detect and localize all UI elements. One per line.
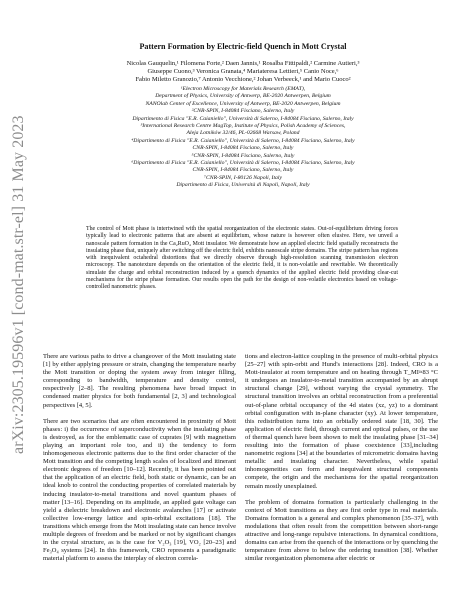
author-line: Giuseppe Cuono,³ Veronica Granata,⁴ Mariateresa Lettieri,⁵ Canio Noce,⁶ [147, 68, 339, 76]
affiliation-line: CNR-SPIN, I-84084 Fisciano, Salerno, Italy [192, 145, 294, 152]
affiliation-line: Dipartimento di Fisica "E.R. Caianiello", Università di Salerno, I-84084 Fisciano, Salerno, Italy [132, 115, 354, 122]
affiliation-line: ⁶Dipartimento di Fisica "E.R. Caianiello", Università di Salerno, I-84084 Fisciano, Salerno, Italy [131, 160, 355, 167]
body-paragraph: The problem of domains formation is particularly challenging in the context of Mott transitions as they are first order type in real materials. Domains formation is a general and complex phenomenon [35–37], with modulations that often result from the competition between short-range attractive and long-range repulsive interactions. In dynamical conditions, domains can arise from the quench of the interactions or by quenching the temperature from above to below the ordering transition [38]. Whether similar reorganization phenomena after electric or [245, 498, 438, 563]
affiliation-line: ¹Electron Microscopy for Materials Research (EMAT), [180, 86, 306, 92]
affiliation-line: Department of Physics, University of Antwerp, BE-2020 Antwerpen, Belgium [155, 93, 331, 100]
paper-title: Pattern Formation by Electric-field Quench in Mott Crystal [139, 42, 347, 51]
author-line: Fabio Miletto Granozio,⁷ Antonio Vecchione,² Johan Verbeeck,¹ and Mario Cuoco² [135, 76, 351, 84]
affiliation-line: ³International Research Centre MagTop, Institute of Physics, Polish Academy of Sciences, [140, 123, 346, 130]
author-line: Nicolas Gauquelin,¹ Filomena Forte,² Daen Jannis,¹ Rosalba Fittipaldi,² Carmine Autieri,³ [126, 60, 360, 67]
affiliation-line: ⁷CNR-SPIN, I-80126 Napoli, Italy [204, 174, 282, 181]
abstract-text: The control of Mott phase is intertwined with the spatial reorganization of the electronic states. Out-of-equilibrium driving forces typically lead to electronic patterns that are absent at equilibrium, whose nature is however often elusive. Here, we unveil a nanoscale pattern formation in the Ca₂RuO₄ Mott insulator. We demonstrate how an applied electric field spatially reconstructs the insulating phase that, uniquely after switching off the electric field, exhibits nanoscale stripe domains. The stripe pattern has regions with inequivalent octahedral distortions that we directly observe through high-resolution scanning transmission electron microscopy. The nanotexture depends on the orientation of the electric field, it is non-volatile and rewritable. We theoretically simulate the charge and orbital reconstruction induced by a quench dynamics of the applied electric field providing clear-cut mechanisms for the stripe phase formation. Our results open the path for the design of non-volatile electronics based on voltage-controlled nanometric phases. [86, 226, 398, 291]
affiliation-line: ²CNR-SPIN, I-84084 Fisciano, Salerno, Italy [191, 108, 295, 115]
body-paragraph: There are various paths to drive a changeover of the Mott insulating state [1] by either applying pressure or strain, changing the temperature nearby the Mott transition or doping the system away from integer filling, corresponding to bandwidth, temperature and density control, respectively [2–8]. The resulting phenomena have broad impact in condensed matter physics for both fundamental [2, 3] and technological perspectives [4, 5]. [43, 353, 236, 409]
arxiv-identifier: arXiv:2305.19596v1 [cond-mat.str-el] 31 May 2023 [10, 115, 27, 455]
abstract [86, 226, 398, 292]
affiliation-list [40, 86, 446, 190]
affiliation-line: ⁵CNR-SPIN, I-84084 Fisciano, Salerno, Italy [191, 152, 295, 159]
affiliation-line: NANOlab Center of Excellence, University of Antwerp, BE-2020 Antwerpen, Belgium [145, 100, 341, 107]
affiliation-line: ⁴Dipartimento di Fisica "E.R. Caianiello", Università di Salerno, I-84084 Fisciano, Salerno, Italy [131, 137, 355, 144]
affiliation-line: CNR-SPIN, I-84084 Fisciano, Salerno, Italy [192, 167, 294, 174]
author-list [40, 60, 446, 85]
body-column-right [245, 353, 438, 563]
affiliation-line: Aleja Lotników 32/46, PL-02668 Warsaw, Poland [186, 130, 300, 137]
affiliation-line: Dipartimento di Fisica, Università di Napoli, Napoli, Italy [176, 182, 310, 189]
body-paragraph: There are two scenarios that are often encountered in proximity of Mott phases: i) the occurrence of superconductivity when the insulating phase is destroyed, as for the emblematic case of cuprates [9] with magnetism playing an important role too, and ii) the tendency to form inhomogeneous electronic patterns due to the first order character of the Mott transition and the competing length scales of localized and itinerant electronic degrees of freedom [10–12]. Recently, it has been pointed out that the application of an electric field, both static or dynamic, can be an ideal knob to control the conducting properties of correlated materials by inducing insulator-to-metal transitions and novel quantum phases of matter [13–16]. Depending on its amplitude, an applied gate voltage can yield a dielectric breakdown and electronic avalanches [17] or activate collective low-energy lattice and spin-orbital excitations [18]. The transitions which emerge from the Mott insulating state can hence involve multiple degrees of freedom and be marked or not by significant changes in the crystal structure, as is the case for V₂O₃ [19], VO₂ [20–23] and Fe₃O₄ systems [24]. In this framework, CRO represents a paradigmatic material platform to assess the interplay of electron correla- [43, 417, 236, 563]
body-column-left [43, 353, 236, 563]
body-paragraph: tions and electron-lattice coupling in the presence of multi-orbital physics [25–27] with spin-orbit and Hund's interactions [28]. Indeed, CRO is a Mott-insulator at room temperature and on heating through T_MI≈83 °C it undergoes an insulator-to-metal transition accompanied by an abrupt structural change [29], without varying the crystal symmetry. The structural transition involves an orbital reconstruction from a preferential out-of-plane orbital occupancy of the 4d states (xz, yz) to a dominant orbital configuration with in-plane character (xy). At lower temperature, this redistribution turns into an orbitally ordered state [18, 30]. The application of electric field, through current and optical pulses, or the use of thermal quench have been shown to melt the insulating phase [31–34] resulting into the formation of phase coexistence [33],including nanometric regions [34] at the boundaries of micrometric domains having metallic and insulating character. Nevertheless, while spatial inhomogeneities can form and inequivalent structural components compete, the origin and the mechanisms for the spatial reorganization remain mostly unexplained. [245, 353, 438, 490]
